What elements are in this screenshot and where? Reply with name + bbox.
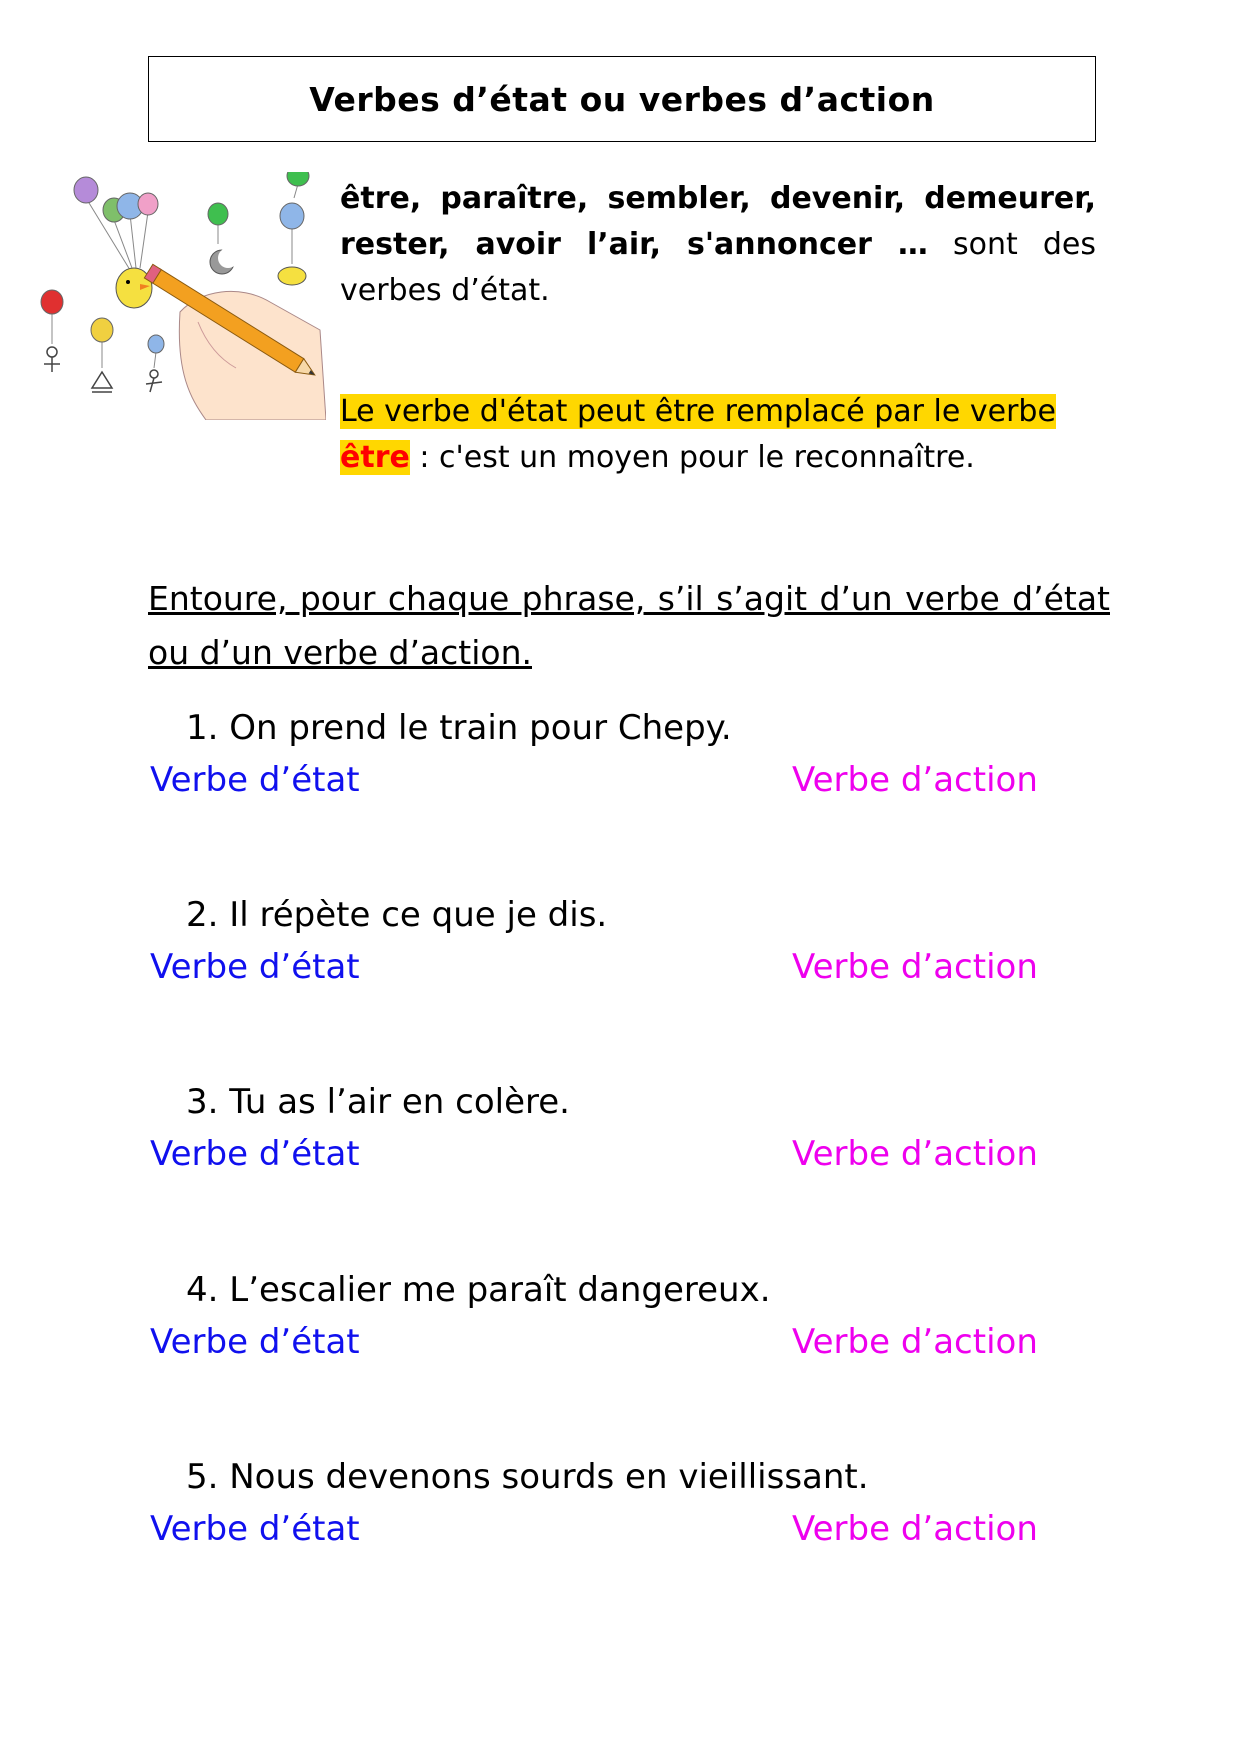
state-verbs-suffix: sont des verbes d’état. [340,227,1096,308]
exercise-item [0,1080,1240,1210]
exercise-item [0,893,1240,1023]
exercise-instruction: Entoure, pour chaque phrase, s’il s’agit d’un verbe d’état ou d’un verbe d’action. [148,579,1110,672]
exercise-sentence: 1. On prend le train pour Chepy. [186,708,732,748]
option-verbe-etat[interactable]: Verbe d’état [150,1134,360,1174]
exercise-sentence: 2. Il répète ce que je dis. [186,895,608,935]
exercise-item [0,1268,1240,1398]
option-verbe-action[interactable]: Verbe d’action [792,760,1038,800]
option-verbe-action[interactable]: Verbe d’action [792,1509,1038,1549]
option-verbe-etat[interactable]: Verbe d’état [150,947,360,987]
page-title: Verbes d’état ou verbes d’action [309,79,935,119]
rule-highlight: Le verbe d'état peut être remplacé par le verbe [340,394,1056,429]
option-verbe-action[interactable]: Verbe d’action [792,947,1038,987]
rule-rest: : c'est un moyen pour le reconnaître. [409,440,975,475]
option-verbe-etat[interactable]: Verbe d’état [150,760,360,800]
state-verbs-list: être, paraître, sembler, devenir, demeurer, rester, avoir l’air, s'annoncer … [340,181,1096,262]
option-verbe-action[interactable]: Verbe d’action [792,1322,1038,1362]
exercise-item [0,1455,1240,1585]
exercise-item [0,706,1240,836]
intro-paragraph [340,176,1096,314]
rule-emphasis: être [340,440,410,475]
exercise-sentence: 5. Nous devenons sourds en vieillissant. [186,1457,869,1497]
rule-paragraph [340,389,1096,481]
exercise-sentence: 4. L’escalier me paraît dangereux. [186,1270,771,1310]
option-verbe-etat[interactable]: Verbe d’état [150,1509,360,1549]
option-verbe-etat[interactable]: Verbe d’état [150,1322,360,1362]
title-box [148,56,1096,142]
option-verbe-action[interactable]: Verbe d’action [792,1134,1038,1174]
balloons-pencil-hand-illustration [30,172,326,420]
exercise-sentence: 3. Tu as l’air en colère. [186,1082,570,1122]
